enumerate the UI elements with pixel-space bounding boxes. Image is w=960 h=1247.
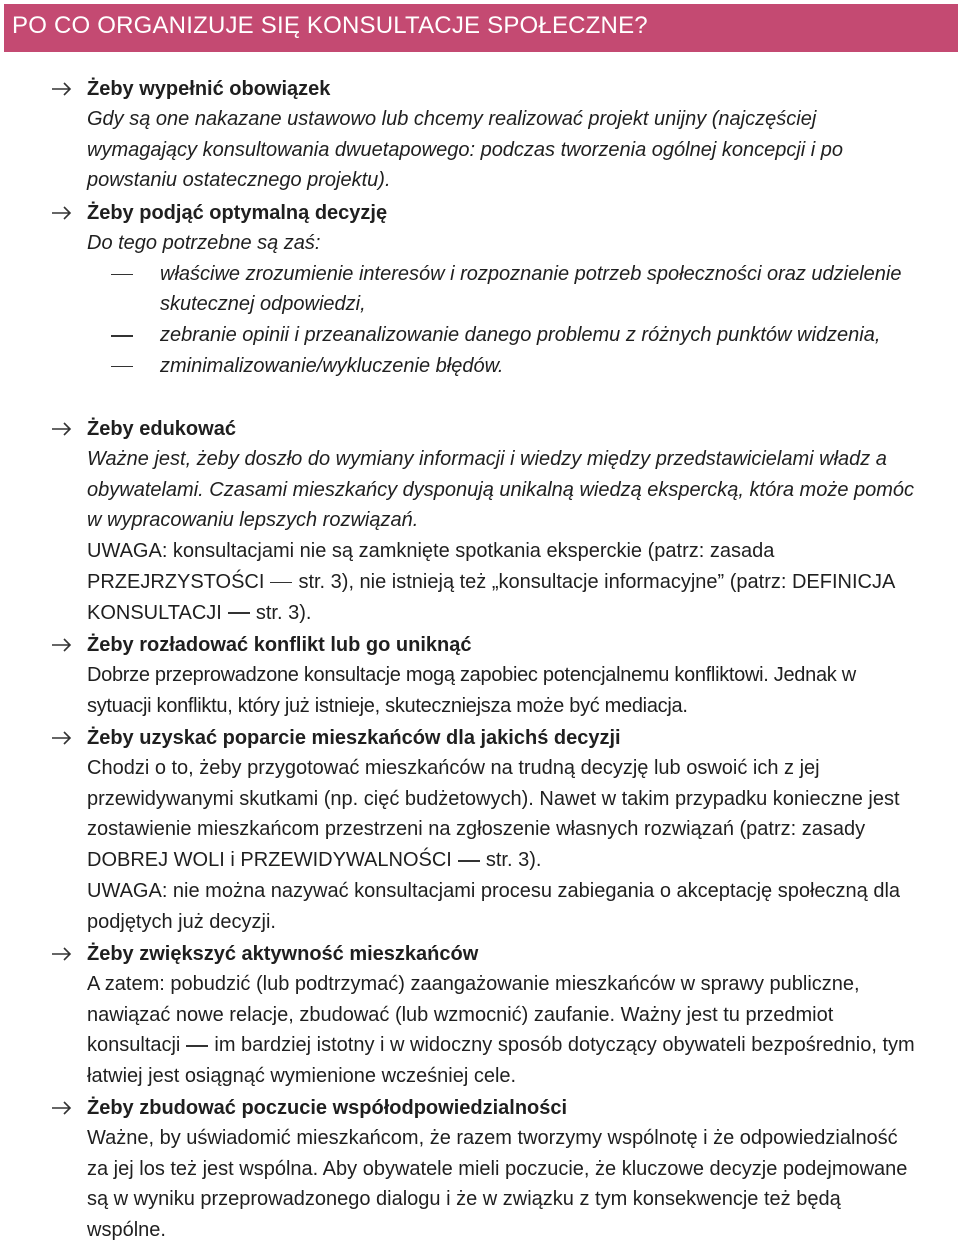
section-body: Ważne jest, żeby doszło do wymiany informacji i wiedzy między przedstawicielami władz a obywatelami. Czasami mieszkańcy dysponują unikalną wiedzą ekspercką, która może pomóc w wypracowaniu lepszych rozwiązań. (87, 448, 915, 532)
section-heading: Żeby rozładować konflikt lub go uniknąć (87, 634, 472, 656)
section-heading: Żeby wypełnić obowiązek (87, 78, 331, 100)
section-co-responsibility (0, 1093, 960, 1247)
arrow-right-icon (50, 414, 74, 444)
arrow-right-icon (50, 723, 74, 753)
inline-dash (458, 860, 480, 862)
inline-dash (186, 1045, 208, 1047)
section-heading: Żeby zbudować poczucie współodpowiedzialności (87, 1097, 568, 1119)
section-activity (0, 939, 960, 1093)
dash-list (87, 259, 920, 382)
list-item: zebranie opinii i przeanalizowanie danego problemu z różnych punktów widzenia, (87, 320, 920, 351)
section-intro: Do tego potrzebne są zaś: (87, 232, 321, 254)
section-heading: Żeby edukować (87, 418, 236, 440)
arrow-right-icon (50, 198, 74, 228)
page-title: PO CO ORGANIZUJE SIĘ KONSULTACJE SPOŁECZNE? (12, 12, 648, 39)
dash-bullet (111, 274, 133, 276)
section-body: Chodzi o to, żeby przygotować mieszkańców na trudną decyzję lub oswoić ich z jej przewidywanymi skutkami (np. cięć budżetowych). Nawet w takim przypadku konieczne jest zostawienie mieszkańcom przestrzeni na zgłoszenie własnych rozwiązań (patrz: zasady DOBREJ WOLI i PRZEWIDYWALNOŚCI str. 3). (87, 757, 900, 872)
list-item: właściwe zrozumienie interesów i rozpoznanie potrzeb społeczności oraz udzielenie skutecznej odpowiedzi, (87, 259, 920, 320)
list-item: zminimalizowanie/wykluczenie błędów. (87, 351, 920, 382)
section-body: A zatem: pobudzić (lub podtrzymać) zaangażowanie mieszkańców w sprawy publiczne, nawiązać nowe relacje, zbudować (lub wzmocnić) zaufanie. Ważny jest tu przedmiot konsultacji im bardziej istotny i w widoczny sposób dotyczący obywateli bezpośrednio, tym łatwiej jest osiągnąć wymienione wcześniej cele. (87, 973, 915, 1088)
section-body: Gdy są one nakazane ustawowo lub chcemy realizować projekt unijny (najczęściej wymagający konsultowania dwuetapowego: podczas tworzenia ogólnej koncepcji i po powstaniu ostatecznego projektu). (87, 108, 844, 192)
inline-dash (270, 582, 292, 584)
section-heading: Żeby podjąć optymalną decyzję (87, 202, 388, 224)
section-support (0, 723, 960, 939)
dash-bullet (111, 335, 133, 337)
section-note: UWAGA: konsultacjami nie są zamknięte spotkania eksperckie (patrz: zasada PRZEJRZYSTOŚCI str. 3), nie istnieją też „konsultacje informacyjne” (patrz: DEFINICJA KONSULTACJI str. 3). (87, 540, 895, 624)
section-heading: Żeby uzyskać poparcie mieszkańców dla jakichś decyzji (87, 727, 621, 749)
section-note: UWAGA: nie można nazywać konsultacjami procesu zabiegania o akceptację społeczną dla podjętych już decyzji. (87, 879, 901, 933)
arrow-right-icon (50, 630, 74, 660)
page-title-banner (4, 4, 958, 52)
section-obligation (0, 74, 960, 198)
section-optimal-decision (0, 198, 960, 414)
inline-dash (228, 612, 250, 614)
dash-bullet (111, 366, 133, 368)
arrow-right-icon (50, 74, 74, 104)
section-heading: Żeby zwiększyć aktywność mieszkańców (87, 943, 479, 965)
section-body: Dobrze przeprowadzone konsultacje mogą zapobiec potencjalnemu konfliktowi. Jednak w sytuacji konfliktu, który już istnieje, skuteczniejsza może być mediacja. (87, 664, 856, 717)
section-body: Ważne, by uświadomić mieszkańcom, że razem tworzymy wspólnotę i że odpowiedzialność za jej los też jest wspólna. Aby obywatele mieli poczucie, że kluczowe decyzje podejmowane są w wyniku przeprowadzonego dialogu i że w związku z tym konsekwencje też będą wspólne. (87, 1127, 908, 1242)
section-conflict (0, 630, 960, 723)
arrow-right-icon (50, 939, 74, 969)
document-body (0, 74, 960, 1247)
section-educate (0, 414, 960, 630)
arrow-right-icon (50, 1093, 74, 1123)
